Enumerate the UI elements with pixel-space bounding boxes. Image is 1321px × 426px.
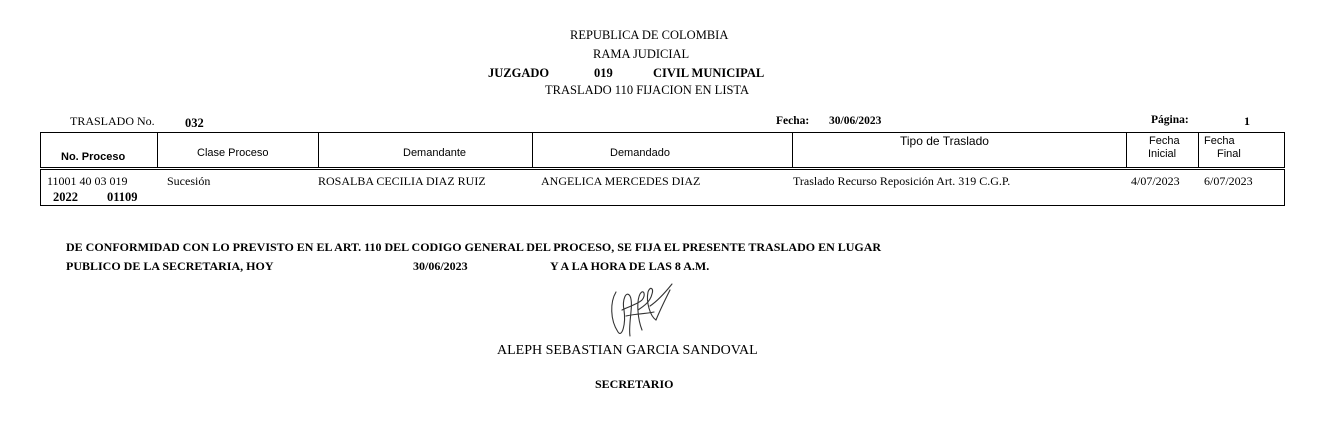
traslado-number: 032: [185, 116, 204, 130]
table-header: [40, 132, 1285, 168]
signatory-name: ALEPH SEBASTIAN GARCIA SANDOVAL: [497, 343, 758, 358]
fecha-value: 30/06/2023: [829, 115, 882, 127]
fecha-label: Fecha:: [776, 115, 810, 127]
signatory-title: SECRETARIO: [595, 377, 674, 391]
table-row: [40, 169, 1285, 206]
row-demandante: ROSALBA CECILIA DIAZ RUIZ: [318, 174, 486, 188]
col-fecha-inicial-2: Inicial: [1148, 148, 1177, 160]
pagina-value: 1: [1244, 114, 1250, 128]
notice-line-2-end: Y A LA HORA DE LAS 8 A.M.: [550, 259, 710, 273]
header-juzgado-number: 019: [594, 66, 613, 80]
notice-date: 30/06/2023: [413, 259, 468, 273]
row-proceso-number: 11001 40 03 019: [47, 174, 128, 188]
pagina-label: Página:: [1151, 114, 1189, 126]
col-fecha-inicial-1: Fecha: [1149, 135, 1180, 147]
col-clase-proceso: Clase Proceso: [197, 147, 269, 159]
notice-line-1: DE CONFORMIDAD CON LO PREVISTO EN EL ART. 110 DEL CODIGO GENERAL DEL PROCESO, SE FIJA EL PRESENTE TRASLADO EN LUGAR: [66, 240, 882, 254]
col-fecha-final-2: Final: [1217, 148, 1241, 160]
row-proceso-year: 2022: [53, 190, 78, 204]
row-fecha-final: 6/07/2023: [1204, 174, 1253, 188]
row-clase: Sucesión: [167, 174, 211, 188]
col-tipo-traslado: Tipo de Traslado: [900, 134, 989, 148]
header-country: REPUBLICA DE COLOMBIA: [570, 28, 729, 42]
row-tipo-traslado: Traslado Recurso Reposición Art. 319 C.G.P.: [793, 174, 1011, 188]
col-no-proceso: No. Proceso: [61, 151, 126, 163]
header-juzgado-label: JUZGADO: [488, 66, 550, 80]
notice-line-2-start: PUBLICO DE LA SECRETARIA, HOY: [66, 259, 274, 273]
header-juzgado-type: CIVIL MUNICIPAL: [653, 66, 765, 80]
signature-image: [600, 280, 680, 342]
header-traslado-title: TRASLADO 110 FIJACION EN LISTA: [545, 83, 750, 97]
header-branch: RAMA JUDICIAL: [593, 47, 690, 61]
col-demandado: Demandado: [610, 147, 670, 159]
row-proceso-radicado: 01109: [107, 190, 138, 204]
col-fecha-final-1: Fecha: [1204, 135, 1235, 147]
traslado-label: TRASLADO No.: [70, 114, 155, 128]
col-demandante: Demandante: [403, 147, 466, 159]
row-fecha-inicial: 4/07/2023: [1131, 174, 1180, 188]
row-demandado: ANGELICA MERCEDES DIAZ: [541, 174, 701, 188]
